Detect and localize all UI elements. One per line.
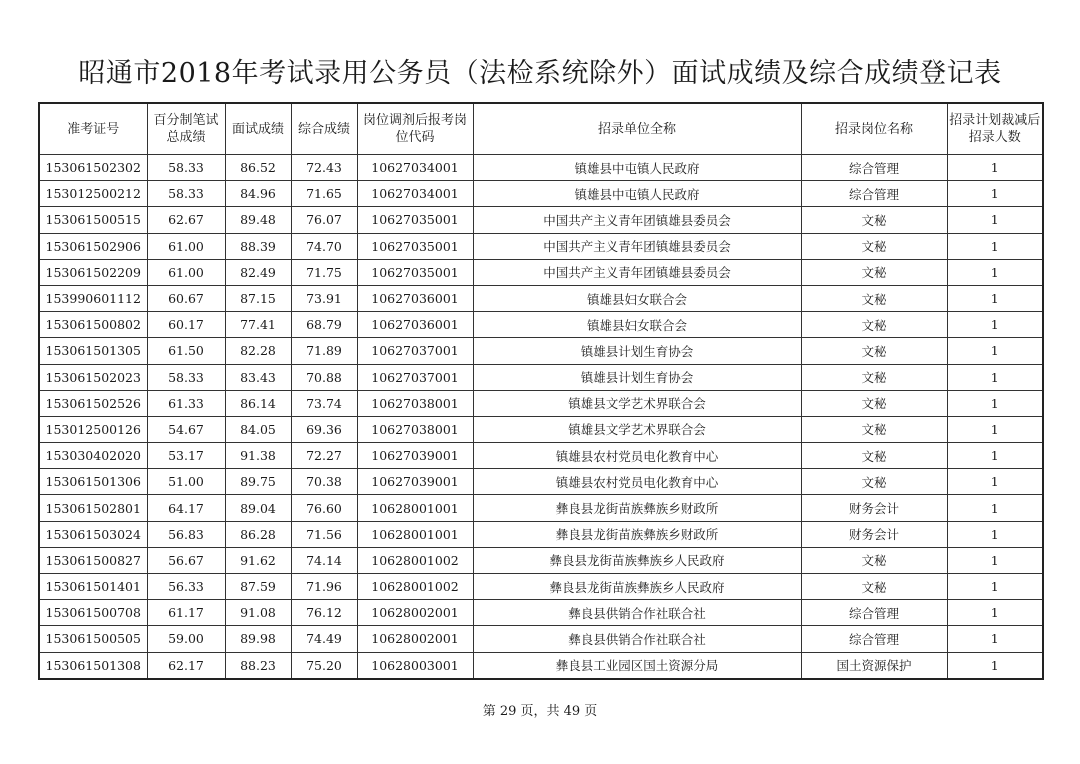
cell-exam-no: 153030402020 (39, 443, 147, 469)
cell-quota: 1 (947, 390, 1043, 416)
header-post-name: 招录岗位名称 (801, 103, 947, 155)
cell-quota: 1 (947, 600, 1043, 626)
cell-post-code: 10628002001 (357, 626, 473, 652)
cell-total-score: 76.07 (291, 207, 357, 233)
cell-total-score: 71.56 (291, 521, 357, 547)
cell-quota: 1 (947, 547, 1043, 573)
cell-exam-no: 153061501308 (39, 652, 147, 679)
cell-written-score: 62.17 (147, 652, 225, 679)
cell-written-score: 54.67 (147, 416, 225, 442)
cell-written-score: 58.33 (147, 364, 225, 390)
cell-post-name: 财务会计 (801, 521, 947, 547)
cell-interview-score: 88.23 (225, 652, 291, 679)
cell-post-name: 文秘 (801, 233, 947, 259)
table-row (39, 155, 1043, 181)
table-row (39, 259, 1043, 285)
cell-post-name: 财务会计 (801, 495, 947, 521)
cell-post-name: 综合管理 (801, 600, 947, 626)
table-row (39, 652, 1043, 679)
cell-exam-no: 153012500126 (39, 416, 147, 442)
table-row (39, 364, 1043, 390)
cell-post-code: 10627037001 (357, 338, 473, 364)
score-table (38, 102, 1044, 680)
cell-quota: 1 (947, 443, 1043, 469)
cell-quota: 1 (947, 338, 1043, 364)
cell-quota: 1 (947, 285, 1043, 311)
cell-unit-name: 彝良县工业园区国土资源分局 (473, 652, 801, 679)
cell-interview-score: 82.49 (225, 259, 291, 285)
cell-total-score: 72.27 (291, 443, 357, 469)
table-header-row (39, 103, 1043, 155)
cell-written-score: 61.17 (147, 600, 225, 626)
cell-unit-name: 镇雄县中屯镇人民政府 (473, 155, 801, 181)
cell-exam-no: 153061502209 (39, 259, 147, 285)
table-row (39, 338, 1043, 364)
cell-interview-score: 91.62 (225, 547, 291, 573)
cell-written-score: 61.00 (147, 233, 225, 259)
cell-post-code: 10627039001 (357, 469, 473, 495)
cell-unit-name: 镇雄县妇女联合会 (473, 285, 801, 311)
table-row (39, 495, 1043, 521)
cell-written-score: 58.33 (147, 181, 225, 207)
cell-unit-name: 彝良县龙街苗族彝族乡财政所 (473, 495, 801, 521)
header-interview-score: 面试成绩 (225, 103, 291, 155)
cell-total-score: 69.36 (291, 416, 357, 442)
cell-quota: 1 (947, 155, 1043, 181)
cell-post-name: 文秘 (801, 443, 947, 469)
cell-unit-name: 彝良县供销合作社联合社 (473, 600, 801, 626)
cell-written-score: 60.67 (147, 285, 225, 311)
cell-quota: 1 (947, 652, 1043, 679)
cell-exam-no: 153061501306 (39, 469, 147, 495)
cell-post-name: 文秘 (801, 207, 947, 233)
cell-interview-score: 89.75 (225, 469, 291, 495)
cell-written-score: 59.00 (147, 626, 225, 652)
cell-exam-no: 153061502302 (39, 155, 147, 181)
table-row (39, 312, 1043, 338)
table-row (39, 207, 1043, 233)
header-quota: 招录计划裁减后招录人数 (947, 103, 1043, 155)
cell-quota: 1 (947, 312, 1043, 338)
cell-written-score: 56.33 (147, 574, 225, 600)
table-row (39, 574, 1043, 600)
cell-exam-no: 153061502526 (39, 390, 147, 416)
cell-post-name: 文秘 (801, 364, 947, 390)
cell-post-name: 国土资源保护 (801, 652, 947, 679)
cell-quota: 1 (947, 626, 1043, 652)
cell-total-score: 75.20 (291, 652, 357, 679)
cell-total-score: 71.65 (291, 181, 357, 207)
cell-post-name: 文秘 (801, 390, 947, 416)
table-row (39, 181, 1043, 207)
cell-exam-no: 153061500708 (39, 600, 147, 626)
cell-post-code: 10628003001 (357, 652, 473, 679)
cell-interview-score: 82.28 (225, 338, 291, 364)
table-row (39, 443, 1043, 469)
cell-quota: 1 (947, 207, 1043, 233)
cell-post-code: 10628001002 (357, 574, 473, 600)
header-exam-no: 准考证号 (39, 103, 147, 155)
cell-unit-name: 镇雄县农村党员电化教育中心 (473, 443, 801, 469)
cell-post-code: 10627036001 (357, 312, 473, 338)
cell-quota: 1 (947, 521, 1043, 547)
cell-quota: 1 (947, 364, 1043, 390)
cell-quota: 1 (947, 469, 1043, 495)
cell-unit-name: 彝良县龙街苗族彝族乡财政所 (473, 521, 801, 547)
cell-unit-name: 镇雄县妇女联合会 (473, 312, 801, 338)
cell-exam-no: 153061501401 (39, 574, 147, 600)
cell-post-name: 综合管理 (801, 181, 947, 207)
header-unit-name: 招录单位全称 (473, 103, 801, 155)
cell-exam-no: 153061503024 (39, 521, 147, 547)
cell-total-score: 73.74 (291, 390, 357, 416)
cell-interview-score: 91.38 (225, 443, 291, 469)
cell-interview-score: 89.04 (225, 495, 291, 521)
cell-exam-no: 153061500802 (39, 312, 147, 338)
cell-post-name: 综合管理 (801, 626, 947, 652)
cell-unit-name: 镇雄县计划生育协会 (473, 364, 801, 390)
cell-interview-score: 91.08 (225, 600, 291, 626)
cell-written-score: 64.17 (147, 495, 225, 521)
cell-exam-no: 153061500827 (39, 547, 147, 573)
cell-quota: 1 (947, 233, 1043, 259)
cell-post-code: 10627039001 (357, 443, 473, 469)
cell-post-code: 10627035001 (357, 233, 473, 259)
cell-total-score: 71.96 (291, 574, 357, 600)
page-number: 第 29 页，共 49 页 (482, 704, 598, 719)
cell-post-name: 文秘 (801, 469, 947, 495)
cell-total-score: 74.14 (291, 547, 357, 573)
cell-written-score: 61.50 (147, 338, 225, 364)
page-title: 昭通市2018年考试录用公务员（法检系统除外）面试成绩及综合成绩登记表 (78, 58, 1002, 89)
cell-exam-no: 153061501305 (39, 338, 147, 364)
cell-interview-score: 86.28 (225, 521, 291, 547)
cell-unit-name: 彝良县供销合作社联合社 (473, 626, 801, 652)
cell-quota: 1 (947, 416, 1043, 442)
cell-written-score: 56.67 (147, 547, 225, 573)
table-row (39, 547, 1043, 573)
cell-post-code: 10627034001 (357, 181, 473, 207)
cell-interview-score: 88.39 (225, 233, 291, 259)
cell-exam-no: 153061502801 (39, 495, 147, 521)
cell-interview-score: 89.98 (225, 626, 291, 652)
table-row (39, 600, 1043, 626)
cell-interview-score: 77.41 (225, 312, 291, 338)
cell-total-score: 72.43 (291, 155, 357, 181)
header-post-code: 岗位调剂后报考岗位代码 (357, 103, 473, 155)
table-row (39, 285, 1043, 311)
cell-written-score: 61.33 (147, 390, 225, 416)
cell-total-score: 70.38 (291, 469, 357, 495)
cell-unit-name: 中国共产主义青年团镇雄县委员会 (473, 259, 801, 285)
table-row (39, 416, 1043, 442)
cell-unit-name: 彝良县龙街苗族彝族乡人民政府 (473, 574, 801, 600)
cell-post-code: 10627038001 (357, 390, 473, 416)
cell-unit-name: 彝良县龙街苗族彝族乡人民政府 (473, 547, 801, 573)
header-total-score: 综合成绩 (291, 103, 357, 155)
cell-unit-name: 镇雄县计划生育协会 (473, 338, 801, 364)
cell-exam-no: 153061502023 (39, 364, 147, 390)
table-body (39, 155, 1043, 679)
cell-exam-no: 153990601112 (39, 285, 147, 311)
cell-unit-name: 镇雄县文学艺术界联合会 (473, 390, 801, 416)
cell-post-code: 10627037001 (357, 364, 473, 390)
cell-post-name: 文秘 (801, 574, 947, 600)
cell-interview-score: 84.05 (225, 416, 291, 442)
table-row (39, 469, 1043, 495)
cell-quota: 1 (947, 181, 1043, 207)
cell-exam-no: 153061500515 (39, 207, 147, 233)
cell-post-name: 文秘 (801, 312, 947, 338)
cell-post-code: 10627035001 (357, 207, 473, 233)
cell-total-score: 71.75 (291, 259, 357, 285)
cell-total-score: 74.70 (291, 233, 357, 259)
cell-unit-name: 镇雄县农村党员电化教育中心 (473, 469, 801, 495)
cell-total-score: 73.91 (291, 285, 357, 311)
cell-interview-score: 87.15 (225, 285, 291, 311)
cell-written-score: 60.17 (147, 312, 225, 338)
cell-total-score: 70.88 (291, 364, 357, 390)
cell-total-score: 76.12 (291, 600, 357, 626)
cell-post-name: 文秘 (801, 338, 947, 364)
cell-post-code: 10628002001 (357, 600, 473, 626)
cell-interview-score: 86.52 (225, 155, 291, 181)
cell-unit-name: 中国共产主义青年团镇雄县委员会 (473, 207, 801, 233)
cell-post-code: 10628001001 (357, 521, 473, 547)
cell-exam-no: 153061502906 (39, 233, 147, 259)
cell-interview-score: 84.96 (225, 181, 291, 207)
cell-post-code: 10627036001 (357, 285, 473, 311)
cell-quota: 1 (947, 495, 1043, 521)
cell-post-code: 10628001001 (357, 495, 473, 521)
cell-total-score: 68.79 (291, 312, 357, 338)
cell-post-name: 文秘 (801, 416, 947, 442)
cell-post-code: 10628001002 (357, 547, 473, 573)
cell-quota: 1 (947, 259, 1043, 285)
table-row (39, 233, 1043, 259)
cell-post-code: 10627035001 (357, 259, 473, 285)
cell-written-score: 56.83 (147, 521, 225, 547)
cell-post-name: 文秘 (801, 259, 947, 285)
cell-written-score: 62.67 (147, 207, 225, 233)
cell-interview-score: 89.48 (225, 207, 291, 233)
cell-written-score: 61.00 (147, 259, 225, 285)
table-row (39, 626, 1043, 652)
cell-post-code: 10627034001 (357, 155, 473, 181)
header-written-score: 百分制笔试总成绩 (147, 103, 225, 155)
cell-exam-no: 153061500505 (39, 626, 147, 652)
table-row (39, 390, 1043, 416)
cell-total-score: 76.60 (291, 495, 357, 521)
cell-interview-score: 83.43 (225, 364, 291, 390)
cell-exam-no: 153012500212 (39, 181, 147, 207)
cell-unit-name: 中国共产主义青年团镇雄县委员会 (473, 233, 801, 259)
cell-quota: 1 (947, 574, 1043, 600)
cell-post-name: 文秘 (801, 285, 947, 311)
cell-post-name: 综合管理 (801, 155, 947, 181)
table-row (39, 521, 1043, 547)
cell-written-score: 51.00 (147, 469, 225, 495)
cell-post-name: 文秘 (801, 547, 947, 573)
cell-written-score: 58.33 (147, 155, 225, 181)
cell-written-score: 53.17 (147, 443, 225, 469)
cell-interview-score: 86.14 (225, 390, 291, 416)
cell-total-score: 74.49 (291, 626, 357, 652)
cell-post-code: 10627038001 (357, 416, 473, 442)
cell-interview-score: 87.59 (225, 574, 291, 600)
cell-unit-name: 镇雄县文学艺术界联合会 (473, 416, 801, 442)
cell-total-score: 71.89 (291, 338, 357, 364)
cell-unit-name: 镇雄县中屯镇人民政府 (473, 181, 801, 207)
